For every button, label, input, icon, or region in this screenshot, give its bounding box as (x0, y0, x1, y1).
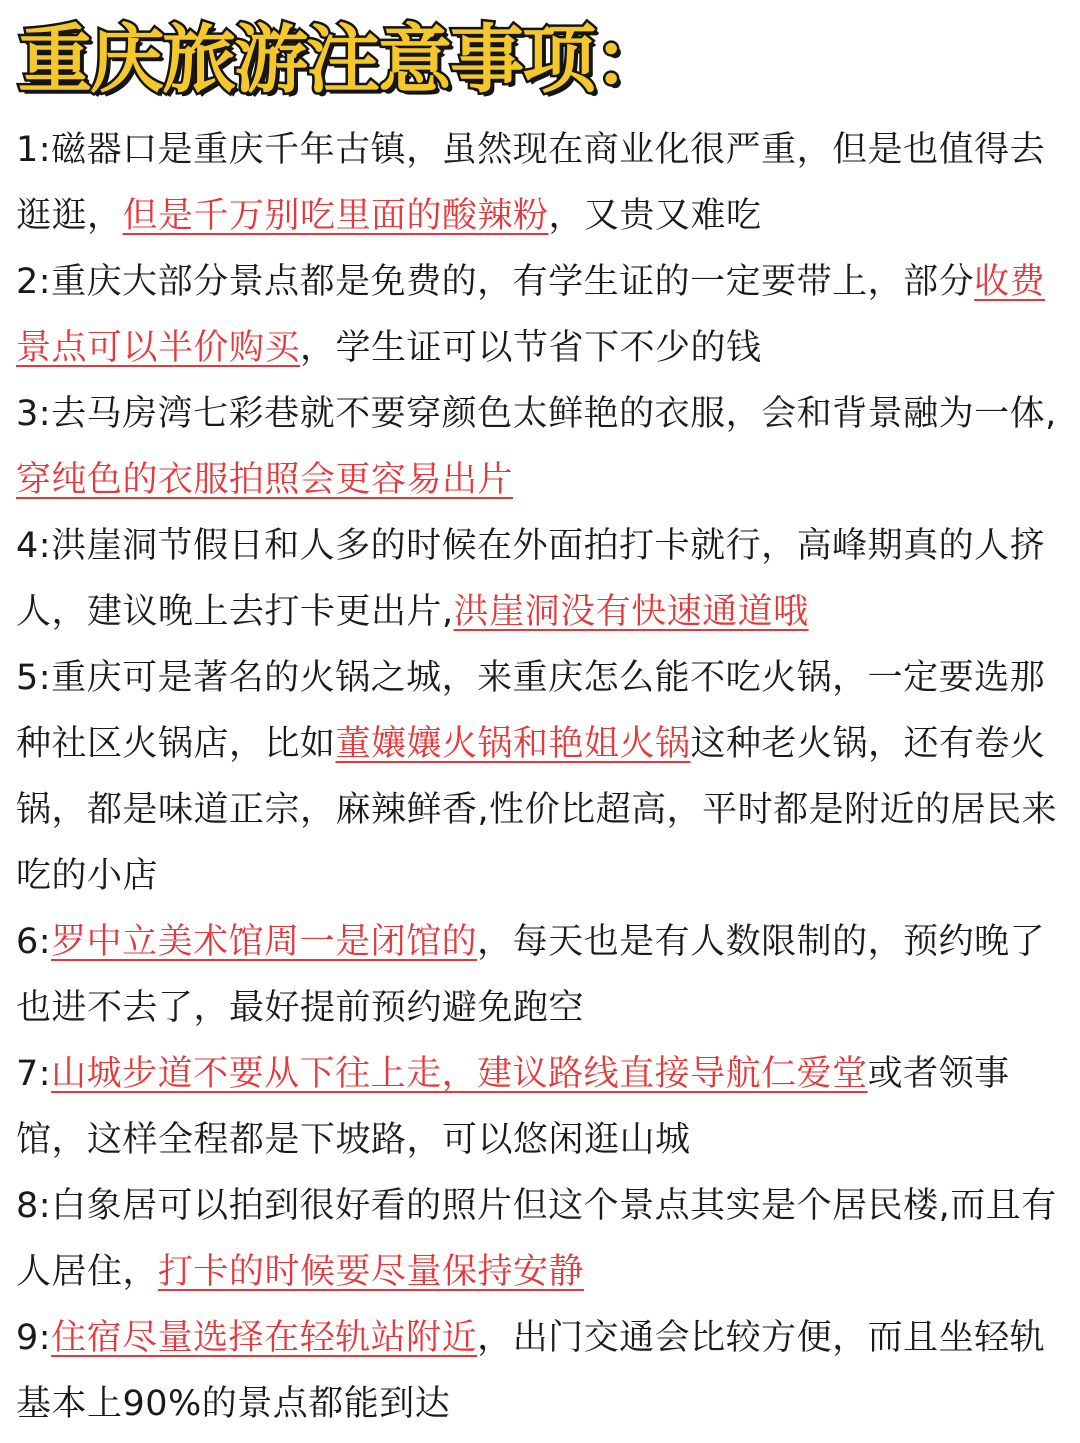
tip-item (16, 1305, 1070, 1437)
tip-item (16, 117, 1070, 249)
tip-number: 9: (16, 1318, 52, 1358)
tip-text: 磁器口是重庆千年古镇，虽然现在商业化很严重，但是也值得去逛逛， (16, 130, 1046, 236)
tip-highlight: 董孃孃火锅和艳姐火锅 (335, 724, 691, 764)
tip-number: 8: (16, 1186, 52, 1226)
tip-number: 5: (16, 658, 52, 698)
tip-item (16, 381, 1070, 513)
tip-number: 2: (16, 262, 52, 302)
tip-text: ，又贵又难吃 (548, 196, 762, 236)
tip-item (16, 1041, 1070, 1173)
tip-number: 7: (16, 1054, 52, 1094)
tip-text: 白象居可以拍到很好看的照片但这个景点其实是个居民楼,而且有人居住， (16, 1186, 1057, 1292)
tip-highlight: 山城步道不要从下往上走，建议路线直接导航仁爱堂 (51, 1054, 868, 1094)
tips-list (16, 117, 1070, 1437)
tip-highlight: 穿纯色的衣服拍照会更容易出片 (16, 460, 514, 500)
tip-text: 重庆可是著名的火锅之城，来重庆怎么能不吃火锅，一定要选那种社区火锅店，比如 (16, 658, 1046, 764)
tip-highlight: 罗中立美术馆周一是闭馆的 (51, 922, 478, 962)
tip-item (16, 909, 1070, 1041)
tip-highlight: 但是千万别吃里面的酸辣粉 (122, 196, 549, 236)
tip-number: 3: (16, 394, 52, 434)
tip-text: ，出门交通会比较方便，而且坐轻轨基本上90%的景点都能到达 (16, 1318, 1046, 1424)
tip-highlight: 打卡的时候要尽量保持安静 (158, 1252, 585, 1292)
tip-item (16, 249, 1070, 381)
tip-item (16, 513, 1070, 645)
tip-text: ，每天也是有人数限制的，预约晚了也进不去了，最好提前预约避免跑空 (16, 922, 1046, 1028)
tip-number: 4: (16, 526, 52, 566)
tip-text: 这种老火锅，还有卷火锅，都是味道正宗，麻辣鲜香,性价比超高，平时都是附近的居民来吃的小店 (16, 724, 1058, 896)
tip-item (16, 1173, 1070, 1305)
page-title: 重庆旅游注意事项： (18, 17, 666, 103)
tip-text: 去马房湾七彩巷就不要穿颜色太鲜艳的衣服，会和背景融为一体, (51, 394, 1057, 434)
tip-highlight: 住宿尽量选择在轻轨站附近 (51, 1318, 478, 1358)
tip-item (16, 645, 1070, 909)
tip-text: 洪崖洞节假日和人多的时候在外面拍打卡就行，高峰期真的人挤人，建议晚上去打卡更出片, (16, 526, 1046, 632)
tip-highlight: 收费景点可以半价购买 (16, 262, 1046, 368)
tip-highlight: 洪崖洞没有快速通道哦 (453, 592, 809, 632)
tip-text: 重庆大部分景点都是免费的，有学生证的一定要带上，部分 (51, 262, 975, 302)
tip-number: 1: (16, 130, 52, 170)
tip-number: 6: (16, 922, 52, 962)
tip-text: ，学生证可以节省下不少的钱 (300, 328, 762, 368)
tip-text: 或者领事馆，这样全程都是下坡路，可以悠闲逛山城 (16, 1054, 1010, 1160)
